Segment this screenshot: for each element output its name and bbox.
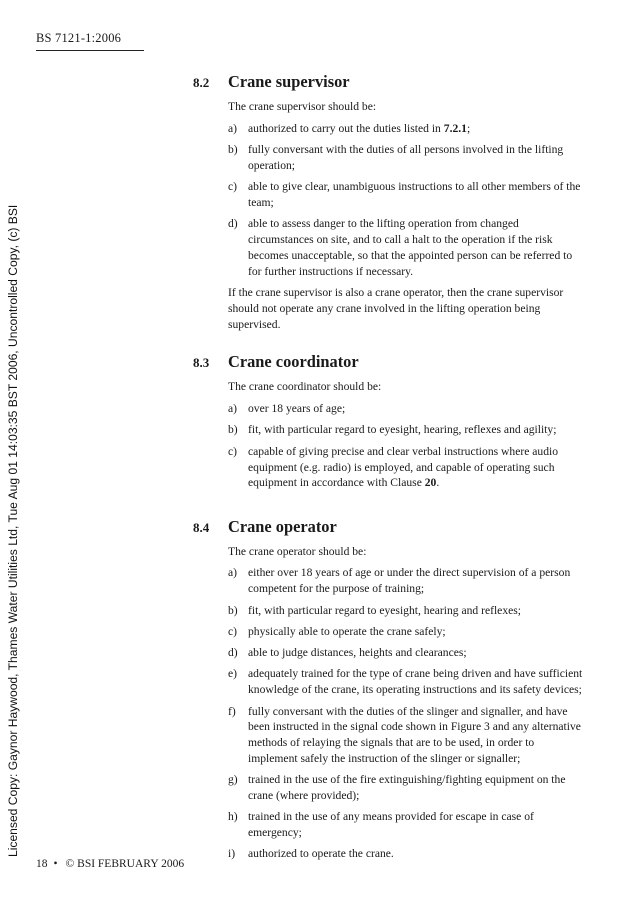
copyright: © BSI FEBRUARY 2006 [65,858,185,870]
list-letter: a) [228,121,238,135]
list-text: able to give clear, unambiguous instructions to all other members of the team; [248,180,581,209]
section-intro: The crane operator should be: [228,544,367,558]
section-crane-operator [193,517,585,863]
section-crane-coordinator [193,352,585,491]
list-item [228,216,585,279]
list-letter: e) [228,667,238,681]
section-title: Crane operator [228,516,337,536]
list-text: able to assess danger to the lifting operation from changed circumstances on site, and to call a halt to the operation if the risk becomes unacceptable, so that the appointed person can be referred to for further instructions if necessary. [248,217,573,278]
list-letter: d) [228,217,238,231]
list-item [228,444,585,491]
section-closing: If the crane supervisor is also a crane operator, then the crane supervisor should not operate any crane involved in the lifting operation being supervised. [228,285,564,331]
list-text: adequately trained for the type of crane being driven and have sufficient knowledge of the crane, its operating instructions and its safety devices; [248,667,583,697]
list-letter: d) [228,646,238,660]
section-number: 8.4 [193,519,210,535]
list-item [228,666,585,698]
list-text [248,444,585,491]
list-item [228,179,585,211]
list-text: able to judge distances, heights and clearances; [248,646,467,660]
footer-separator: • [53,858,58,870]
list-text: fully conversant with the duties of all persons involved in the lifting operation; [248,143,564,172]
section-spacer [193,497,585,517]
list-item [228,772,585,804]
requirements-list [228,565,585,862]
requirements-list [228,401,585,491]
list-text: trained in the use of any means provided for escape in case of emergency; [248,810,534,840]
section-number: 8.3 [193,355,210,371]
section-crane-supervisor [193,72,585,332]
list-item [228,624,585,640]
section-body [228,99,585,332]
section-body [228,544,585,863]
clause-reference: 20 [424,476,437,490]
section-title: Crane coordinator [228,352,359,372]
list-text-part: capable of giving precise and clear verbal instructions where audio equipment (e.g. radio) is employed, and capable of operating such equipment in accordance with Clause [248,444,559,490]
section-heading [193,352,585,374]
list-text: authorized to operate the crane. [248,847,394,861]
list-text: over 18 years of age; [248,402,346,416]
list-item [228,603,585,619]
list-item [228,704,585,767]
list-text: fit, with particular regard to eyesight, hearing, reflexes and agility; [248,423,557,437]
list-letter: f) [228,704,236,718]
list-text: fully conversant with the duties of the slinger and signaller, and have been instructed in the signal code shown in Figure 3 and any alternative methods of relaying the signals that are to be used, in order to implement safely the instruction of the slinger or signaller; [248,704,581,765]
section-number: 8.2 [193,75,210,90]
list-letter: c) [228,444,238,458]
list-text [248,121,585,137]
list-text: physically able to operate the crane safely; [248,624,446,638]
list-item [228,846,585,862]
list-item [228,401,585,417]
list-item [228,809,585,841]
section-body [228,379,585,491]
header-rule [36,50,144,51]
list-item [228,142,585,174]
list-letter: b) [228,143,238,157]
list-text: fit, with particular regard to eyesight, hearing and reflexes; [248,603,521,617]
list-text-part: ; [466,121,471,135]
list-letter: a) [228,566,238,580]
list-letter: c) [228,624,238,638]
list-letter: c) [228,180,238,194]
clause-reference: 7.2.1 [443,121,467,135]
section-heading [193,72,585,94]
list-text-part: authorized to carry out the duties listed in [248,121,444,135]
list-letter: i) [228,847,236,861]
list-item [228,565,585,597]
list-item [228,422,585,438]
list-text-part: . [436,476,440,490]
list-letter: b) [228,603,238,617]
page-footer [36,858,184,870]
document-id: BS 7121-1:2006 [36,31,122,45]
list-letter: g) [228,773,238,787]
section-intro: The crane coordinator should be: [228,380,382,394]
section-intro: The crane supervisor should be: [228,100,377,113]
section-spacer [193,332,585,352]
document-content [193,72,585,868]
list-letter: a) [228,402,238,416]
section-title: Crane supervisor [228,72,350,91]
page-number: 18 [36,858,48,870]
list-text: either over 18 years of age or under the direct supervision of a person competent for the purpose of training; [248,566,571,596]
section-heading [193,517,585,539]
license-watermark: Licensed Copy: Gaynor Haywood, Thames Water Utilities Ltd, Tue Aug 01 14:03:35 BST 2006, Uncontrolled Copy, (c) BSI [6,204,20,857]
list-item [228,121,585,137]
list-item [228,645,585,661]
list-letter: h) [228,810,238,824]
list-text: trained in the use of the fire extinguishing/fighting equipment on the crane (where provided); [248,773,566,802]
list-letter: b) [228,423,238,437]
requirements-list [228,121,585,280]
